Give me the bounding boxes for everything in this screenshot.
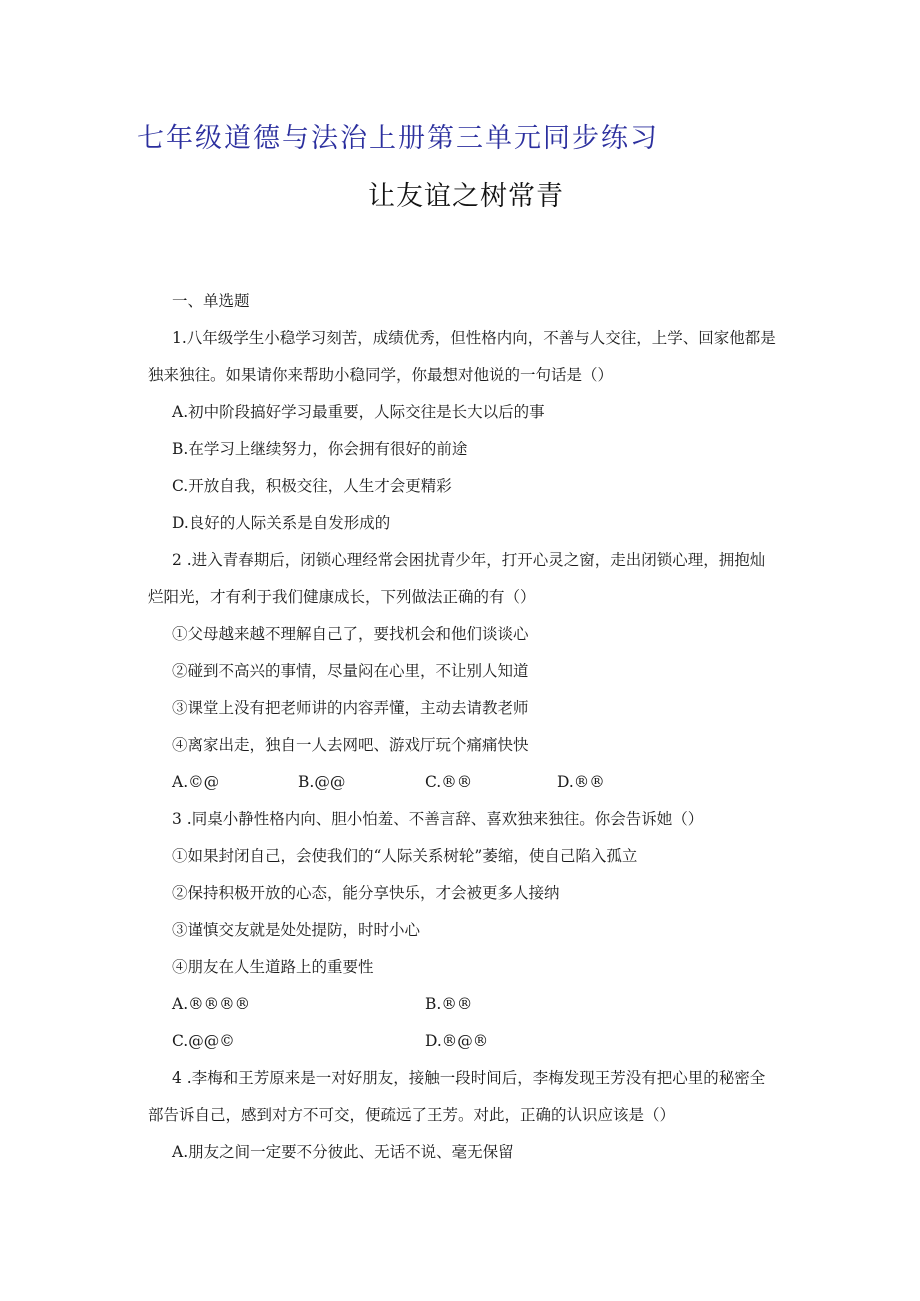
question-3-item-2: ②保持积极开放的心态，能分享快乐，才会被更多人接纳 — [172, 884, 560, 902]
question-1-line-1: 1.八年级学生小稳学习刻苦，成绩优秀，但性格内向，不善与人交往，上学、回家他都是 — [172, 329, 776, 347]
question-1-option-b: B.在学习上继续努力，你会拥有很好的前途 — [172, 440, 468, 458]
question-2-item-1: ①父母越来越不理解自己了，要找机会和他们谈谈心 — [172, 625, 529, 643]
question-1-option-c: C.开放自我，积极交往，人生才会更精彩 — [172, 477, 452, 495]
question-1-option-a: A.初中阶段搞好学习最重要，人际交往是长大以后的事 — [172, 403, 545, 421]
question-3-option-c: C.@@© — [172, 1032, 235, 1050]
question-3-line-1: 3 .同桌小静性格内向、胆小怕羞、不善言辞、喜欢独来独往。你会告诉她（） — [172, 810, 704, 828]
question-3-option-d: D.®@® — [425, 1032, 489, 1050]
question-2-item-3: ③课堂上没有把老师讲的内容弄懂，主动去请教老师 — [172, 699, 529, 717]
question-2-option-b: B.@@ — [298, 773, 346, 791]
question-1-option-d: D.良好的人际关系是自发形成的 — [172, 514, 391, 532]
question-2-option-d: D.®® — [557, 773, 605, 791]
question-3-item-4: ④朋友在人生道路上的重要性 — [172, 958, 374, 976]
document-subtitle: 让友谊之树常青 — [368, 181, 564, 212]
section-heading: 一、单选题 — [172, 292, 250, 310]
question-2-option-a: A.©@ — [172, 773, 220, 791]
question-4-line-1: 4 .李梅和王芳原来是一对好朋友，接触一段时间后，李梅发现王芳没有把心里的秘密全 — [172, 1069, 766, 1087]
question-3-item-1: ①如果封闭自己，会使我们的“人际关系树轮”萎缩，使自己陷入孤立 — [172, 847, 638, 865]
question-1-line-2: 独来独往。如果请你来帮助小稳同学，你最想对他说的一句话是（） — [148, 366, 614, 384]
question-2-item-4: ④离家出走，独自一人去网吧、游戏厅玩个痛痛快快 — [172, 736, 529, 754]
question-3-option-b: B.®® — [425, 995, 473, 1013]
question-2-line-2: 烂阳光，才有利于我们健康成长，下列做法正确的有（） — [148, 588, 536, 606]
question-3-item-3: ③谨慎交友就是处处提防，时时小心 — [172, 921, 421, 939]
question-4-line-2: 部告诉自己，感到对方不可交，便疏远了王芳。对此，正确的认识应该是（） — [148, 1106, 676, 1124]
question-2-item-2: ②碰到不高兴的事情，尽量闷在心里，不让别人知道 — [172, 662, 529, 680]
question-2-line-1: 2 .进入青春期后，闭锁心理经常会困扰青少年，打开心灵之窗，走出闭锁心理，拥抱灿 — [172, 551, 766, 569]
question-2-option-c: C.®® — [425, 773, 473, 791]
question-3-option-a: A.®®®® — [172, 995, 251, 1013]
question-4-option-a: A.朋友之间一定要不分彼此、无话不说、毫无保留 — [172, 1143, 514, 1161]
document-title: 七年级道德与法治上册第三单元同步练习 — [137, 123, 659, 154]
